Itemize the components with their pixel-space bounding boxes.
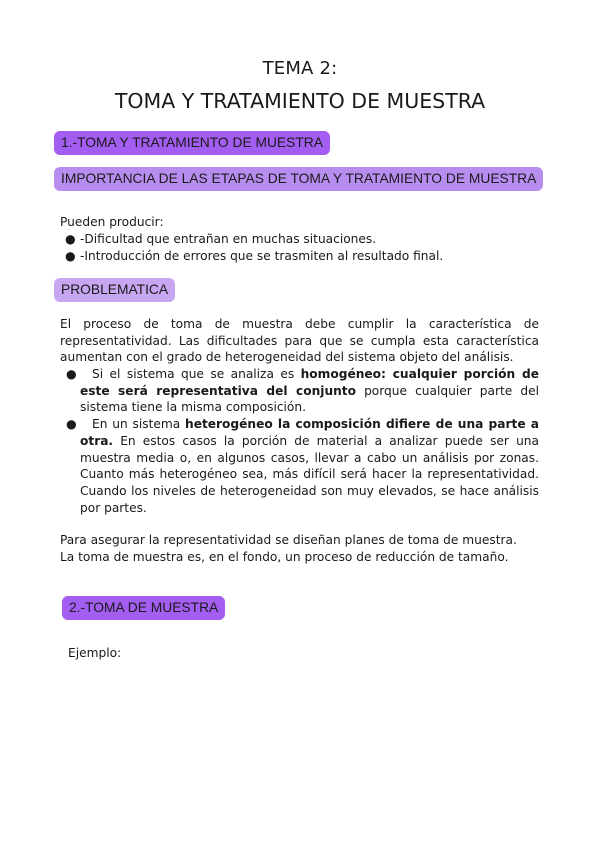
intro-text: Pueden producir: — [60, 215, 164, 229]
section1-heading: 1.-TOMA Y TRATAMIENTO DE MUESTRA — [54, 131, 330, 155]
problematica-paragraph: El proceso de toma de muestra debe cumplir la característica de representatividad. Las dificultades para que se cumpla esta característica aumentan con el grado de heterogeneidad del sistema objeto del análisis. — [60, 317, 539, 365]
section2-heading: 2.-TOMA DE MUESTRA — [62, 596, 225, 620]
list-item — [60, 416, 539, 516]
list-item-text: Si el sistema que se analiza es — [92, 367, 301, 381]
list-item — [60, 248, 539, 265]
consequences-list — [60, 231, 539, 264]
bullet-dot-icon: ● — [65, 248, 76, 263]
problematica-heading: PROBLEMATICA — [54, 278, 175, 302]
tema-number: TEMA 2: — [262, 58, 338, 79]
heterogeneity-list — [60, 366, 539, 516]
section1-subheading: IMPORTANCIA DE LAS ETAPAS DE TOMA Y TRATAMIENTO DE MUESTRA — [54, 167, 543, 191]
bullet-dot-icon: ● — [66, 367, 77, 381]
list-item-text: -Dificultad que entrañan en muchas situaciones. — [80, 232, 377, 246]
bullet-dot-icon: ● — [65, 232, 76, 246]
list-item — [60, 366, 539, 416]
bullet-dot-icon: ● — [66, 417, 77, 432]
closing-line-2: La toma de muestra es, en el fondo, un proceso de reducción de tamaño. — [60, 550, 509, 564]
list-item-text: En un sistema — [92, 417, 186, 432]
list-item-text: En estos casos la porción de material a analizar puede ser una muestra media o, en algunos casos, llevar a cabo un análisis por zonas. Cuanto más heterogéneo sea, más difícil será hacer la representatividad. Cuando los niveles de heterogeneidad son muy elevados, se hace análisis por partes. — [80, 433, 539, 515]
example-label: Ejemplo: — [68, 646, 122, 660]
list-item-bold: homogéneo: cualquier porción de este será representativa del conjunto — [80, 367, 539, 398]
tema-title: TOMA Y TRATAMIENTO DE MUESTRA — [114, 89, 486, 113]
closing-line-1: Para asegurar la representatividad se diseñan planes de toma de muestra. — [60, 533, 517, 547]
list-item-text: porque cualquier parte del sistema tiene la misma composición. — [80, 383, 539, 415]
list-item — [60, 231, 539, 248]
list-item-text: -Introducción de errores que se trasmiten al resultado final. — [80, 248, 444, 263]
list-item-bold: heterogéneo la composición difiere de una parte a otra. — [80, 417, 539, 448]
